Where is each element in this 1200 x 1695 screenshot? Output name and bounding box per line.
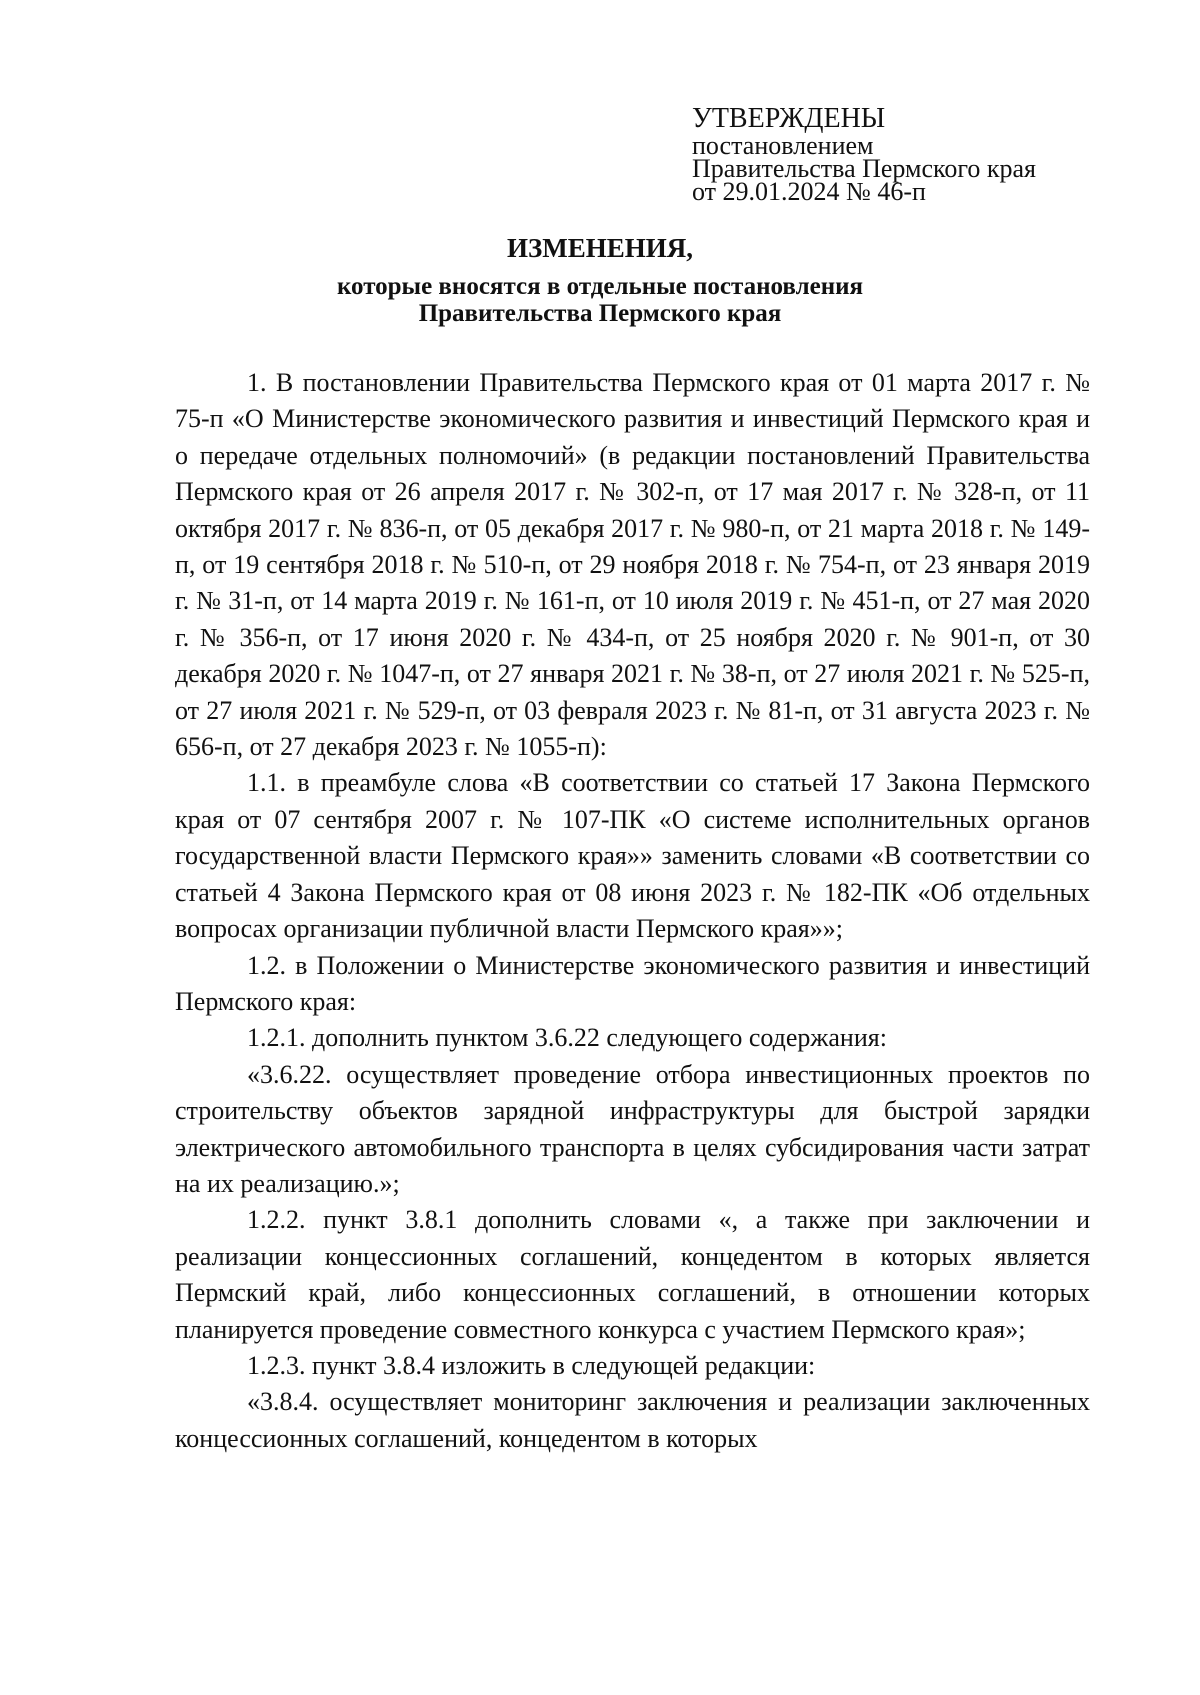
paragraph-1: 1. В постановлении Правительства Пермского края от 01 марта 2017 г. № 75-п «О Министерстве экономического развития и инвестиций Пермского края и о передаче отдельных полномочий» (в редакции постановлений Правительства Пермского края от 26 апреля 2017 г. № 302-п, от 17 мая 2017 г. № 328-п, от 11 октября 2017 г. № 836-п, от 05 декабря 2017 г. № 980-п, от 21 марта 2018 г. № 149-п, от 19 сентября 2018 г. № 510-п, от 29 ноября 2018 г. № 754-п, от 23 января 2019 г. № 31-п, от 14 марта 2019 г. № 161-п, от 10 июля 2019 г. № 451-п, от 27 мая 2020 г. № 356-п, от 17 июня 2020 г. № 434-п, от 25 ноября 2020 г. № 901-п, от 30 декабря 2020 г. № 1047-п, от 27 января 2021 г. № 38-п, от 27 июля 2021 г. № 525-п, от 27 июля 2021 г. № 529-п, от 03 февраля 2023 г. № 81-п, от 31 августа 2023 г. № 656-п, от 27 декабря 2023 г. № 1055-п): — [175, 368, 1090, 762]
document-subtitle — [0, 273, 1200, 327]
document-body — [175, 365, 1090, 1457]
approval-title: УТВЕРЖДЕНЫ — [692, 103, 886, 134]
approval-line-3: от 29.01.2024 № 46-п — [692, 177, 926, 206]
document-subtitle-line-2: Правительства Пермского края — [418, 300, 782, 327]
document-subtitle-line-1: которые вносятся в отдельные постановления — [336, 273, 864, 300]
approval-stamp — [692, 103, 1112, 206]
paragraph-1-1: 1.1. в преамбуле слова «В соответствии со статьей 17 Закона Пермского края от 07 сентября 2007 г. № 107-ПК «О системе исполнительных органов государственной власти Пермского края»» заменить словами «В соответствии со статьей 4 Закона Пермского края от 08 июня 2023 г. № 182-ПК «Об отдельных вопросах организации публичной власти Пермского края»»; — [175, 768, 1090, 944]
paragraph-1-2: 1.2. в Положении о Министерстве экономического развития и инвестиций Пермского края: — [175, 950, 1090, 1016]
approval-line-2: Правительства Пермского края — [692, 154, 1036, 183]
paragraph-3-6-22: «3.6.22. осуществляет проведение отбора инвестиционных проектов по строительству объектов зарядной инфраструктуры для быстрой зарядки электрического автомобильного транспорта в целях субсидирования части затрат на их реализацию.»; — [175, 1059, 1090, 1198]
paragraph-3-8-4: «3.8.4. осуществляет мониторинг заключения и реализации заключенных концессионных соглашений, концедентом в которых — [175, 1387, 1090, 1453]
approval-line-1: постановлением — [692, 131, 874, 160]
paragraph-1-2-2: 1.2.2. пункт 3.8.1 дополнить словами «, а также при заключении и реализации концессионных соглашений, концедентом в которых является Пермский край, либо концессионных соглашений, в отношении которых планируется проведение совместного конкурса с участием Пермского края»; — [175, 1205, 1090, 1344]
document-title: ИЗМЕНЕНИЯ, — [506, 233, 693, 263]
paragraph-1-2-1: 1.2.1. дополнить пунктом 3.6.22 следующего содержания: — [247, 1023, 887, 1053]
paragraph-1-2-3: 1.2.3. пункт 3.8.4 изложить в следующей редакции: — [247, 1350, 816, 1380]
